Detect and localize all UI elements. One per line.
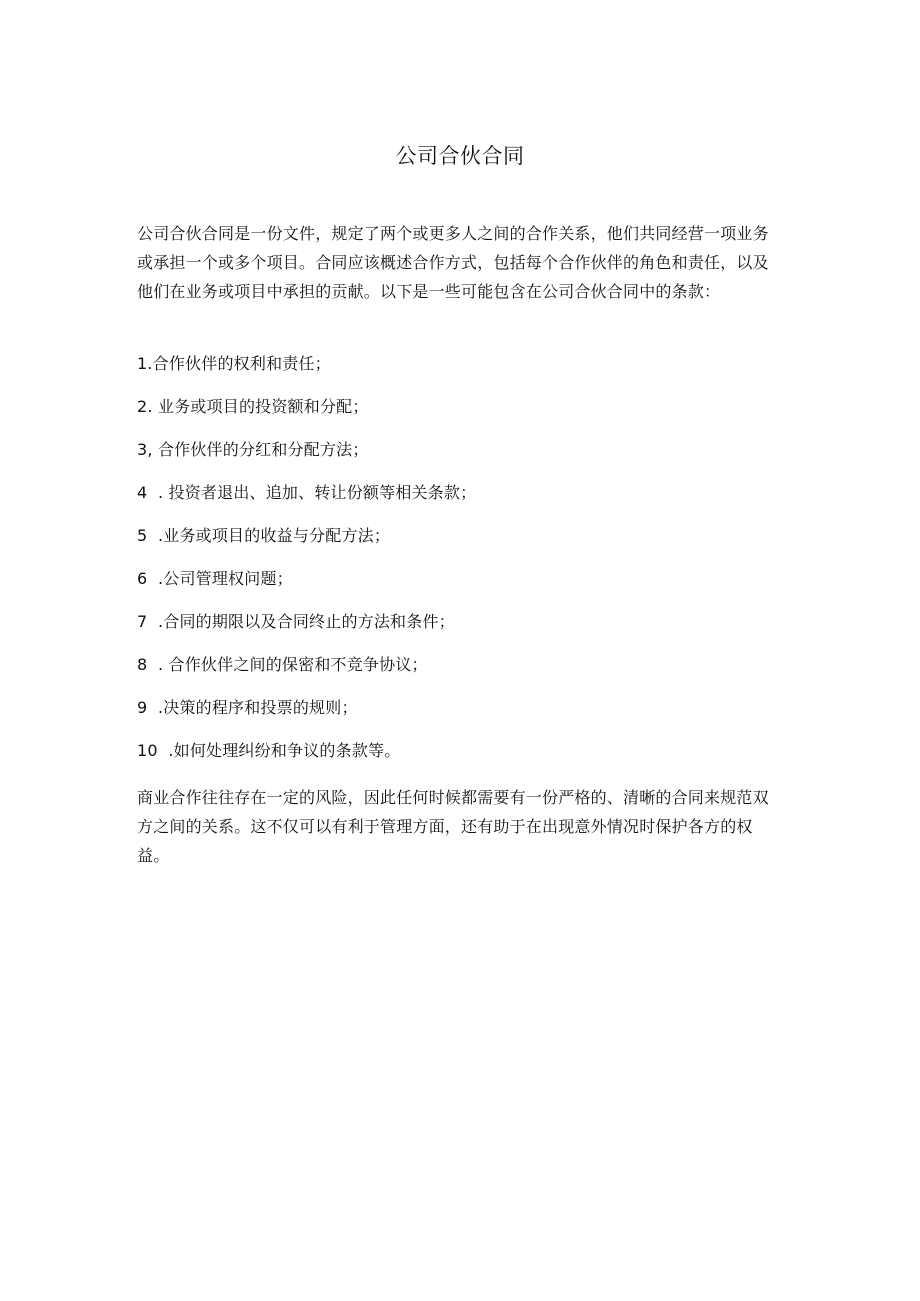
intro-paragraph: 公司合伙合同是一份文件，规定了两个或更多人之间的合作关系，他们共同经营一项业务或承担一个或多个项目。合同应该概述合作方式，包括每个合作伙伴的角色和责任，以及他们在业务或项目中承担的贡献。以下是一些可能包含在公司合伙合同中的条款： [137, 224, 769, 301]
clause-item-3: 3, 合作伙伴的分红和分配方法； [137, 440, 369, 459]
clause-item-9: 9 .决策的程序和投票的规则； [137, 698, 358, 717]
clause-item-10: 10 .如何处理纠纷和争议的条款等。 [137, 741, 401, 760]
closing-paragraph: 商业合作往往存在一定的风险，因此任何时候都需要有一份严格的、清晰的合同来规范双方之间的关系。这不仅可以有利于管理方面，还有助于在出现意外情况时保护各方的权益。 [137, 788, 769, 865]
clause-item-5: 5 .业务或项目的收益与分配方法； [137, 526, 391, 545]
document-title: 公司合伙合同 [395, 144, 525, 168]
clause-item-7: 7 .合同的期限以及合同终止的方法和条件； [137, 612, 455, 631]
clause-item-4: 4 . 投资者退出、追加、转让份额等相关条款； [137, 483, 477, 502]
clause-item-2: 2. 业务或项目的投资额和分配； [137, 397, 369, 416]
clause-item-6: 6 .公司管理权问题； [137, 569, 293, 588]
clause-list [137, 349, 777, 779]
clause-item-1: 1.合作伙伴的权利和责任； [137, 354, 331, 373]
clause-item-8: 8 . 合作伙伴之间的保密和不竞争协议； [137, 655, 428, 674]
